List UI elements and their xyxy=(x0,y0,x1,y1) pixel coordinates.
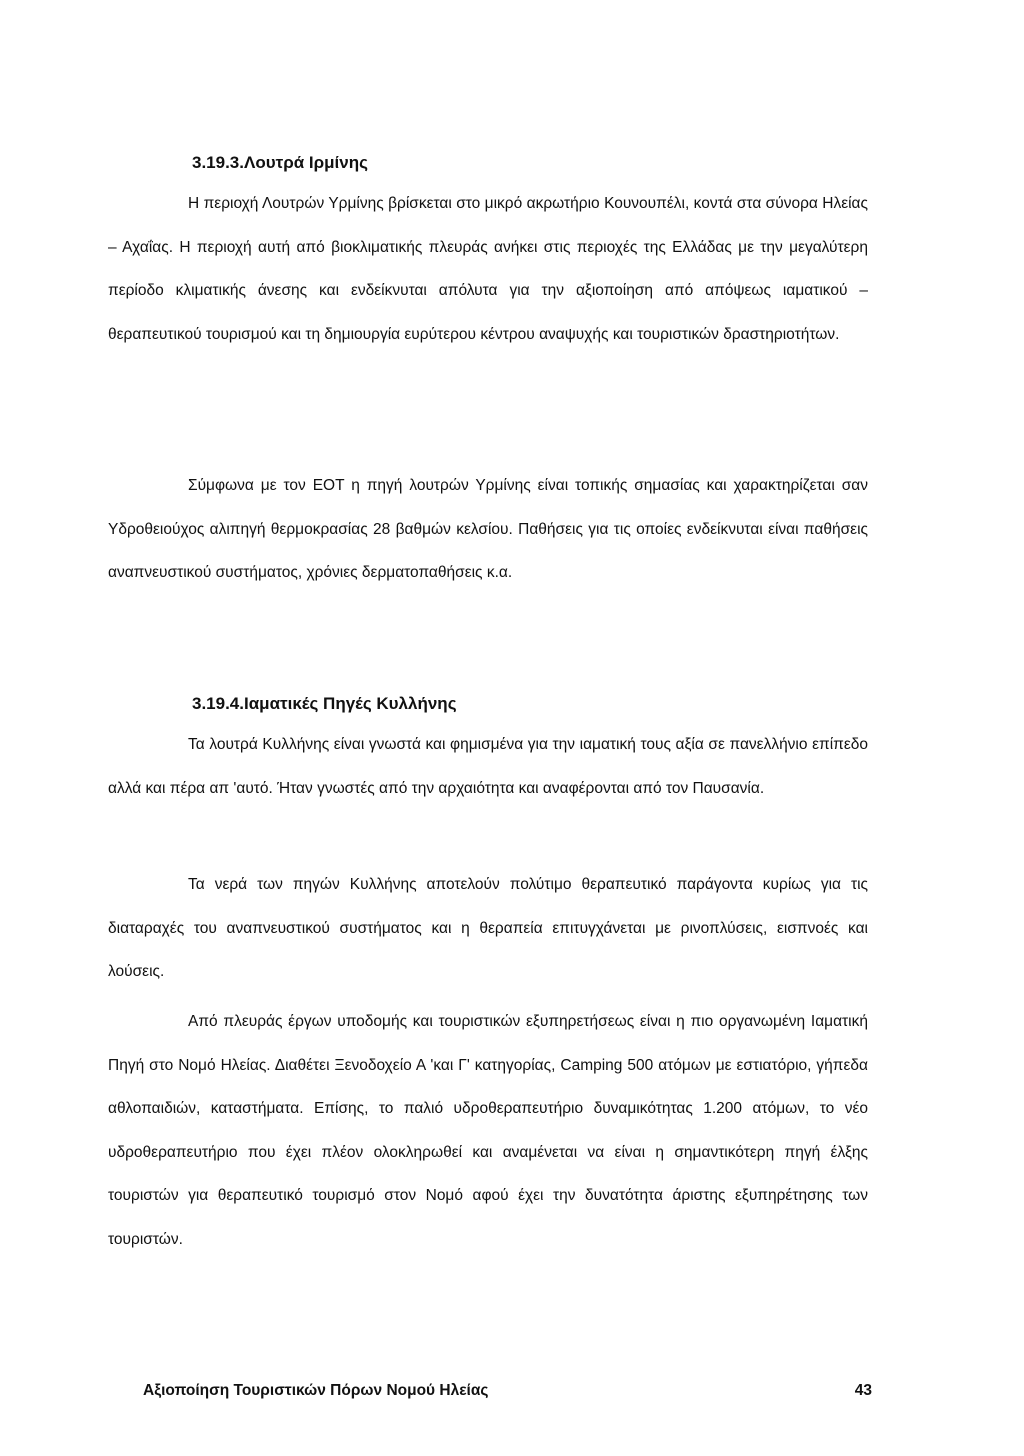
footer-title: Αξιοποίηση Τουριστικών Πόρων Νομού Ηλείας xyxy=(143,1382,489,1399)
page-footer xyxy=(108,1382,872,1406)
paragraph-irminis-eot: Σύμφωνα με τον ΕΟΤ η πηγή λουτρών Υρμίνης είναι τοπικής σημασίας και χαρακτηρίζεται σαν Υδροθειούχος αλιπηγή θερμοκρασίας 28 βαθμών κελσίου. Παθήσεις για τις οποίες ενδείκνυται είναι παθήσεις αναπνευστικού συστήματος, χρόνιες δερματοπαθήσεις κ.α. xyxy=(108,477,868,581)
paragraph-irminis-location: Η περιοχή Λουτρών Υρμίνης βρίσκεται στο μικρό ακρωτήριο Κουνουπέλι, κοντά στα σύνορα Ηλείας – Αχαΐας. Η περιοχή αυτή από βιοκλιματικής πλευράς ανήκει στις περιοχές της Ελλάδας με την μεγαλύτερη περίοδο κλιματικής άνεσης και ενδείκνυται απόλυτα για την αξιοποίηση από απόψεως ιαματικού – θεραπευτικού τουρισμού και τη δημιουργία ευρύτερου κέντρου αναψυχής και τουριστικών δραστηριοτήτων. xyxy=(108,195,868,343)
paragraph-kyllini-fame: Τα λουτρά Κυλλήνης είναι γνωστά και φημισμένα για την ιαματική τους αξία σε πανελλήνιο επίπεδο αλλά και πέρα απ 'αυτό. Ήταν γνωστές από την αρχαιότητα και αναφέρονται από τον Παυσανία. xyxy=(108,736,868,797)
section-heading-kyllini-springs: 3.19.4.Ιαματικές Πηγές Κυλλήνης xyxy=(192,694,457,713)
paragraph-kyllini-infrastructure: Από πλευράς έργων υποδομής και τουριστικών εξυπηρετήσεως είναι η πιο οργανωμένη Ιαματική Πηγή στο Νομό Ηλείας. Διαθέτει Ξενοδοχείο Α 'και Γ' κατηγορίας, Camping 500 ατόμων με εστιατόριο, γήπεδα αθλοπαιδιών, καταστήματα. Επίσης, το παλιό υδροθεραπευτήριο δυναμικότητας 1.200 ατόμων, το νέο υδροθεραπευτήριο που έχει πλέον ολοκληρωθεί και αναμένεται να είναι η σημαντικότερη πηγή έλξης τουριστών για θεραπευτικό τουρισμό στον Νομό αφού έχει την δυνατότητα άριστης εξυπηρέτησης των τουριστών. xyxy=(108,1013,868,1248)
paragraph-kyllini-therapy: Τα νερά των πηγών Κυλλήνης αποτελούν πολύτιμο θεραπευτικό παράγοντα κυρίως για τις διαταραχές του αναπνευστικού συστήματος και η θεραπεία επιτυγχάνεται με ρινοπλύσεις, εισπνοές και λούσεις. xyxy=(108,876,868,980)
page-number: 43 xyxy=(854,1382,872,1399)
section-heading-loutra-irminis: 3.19.3.Λουτρά Ιρμίνης xyxy=(192,153,368,172)
